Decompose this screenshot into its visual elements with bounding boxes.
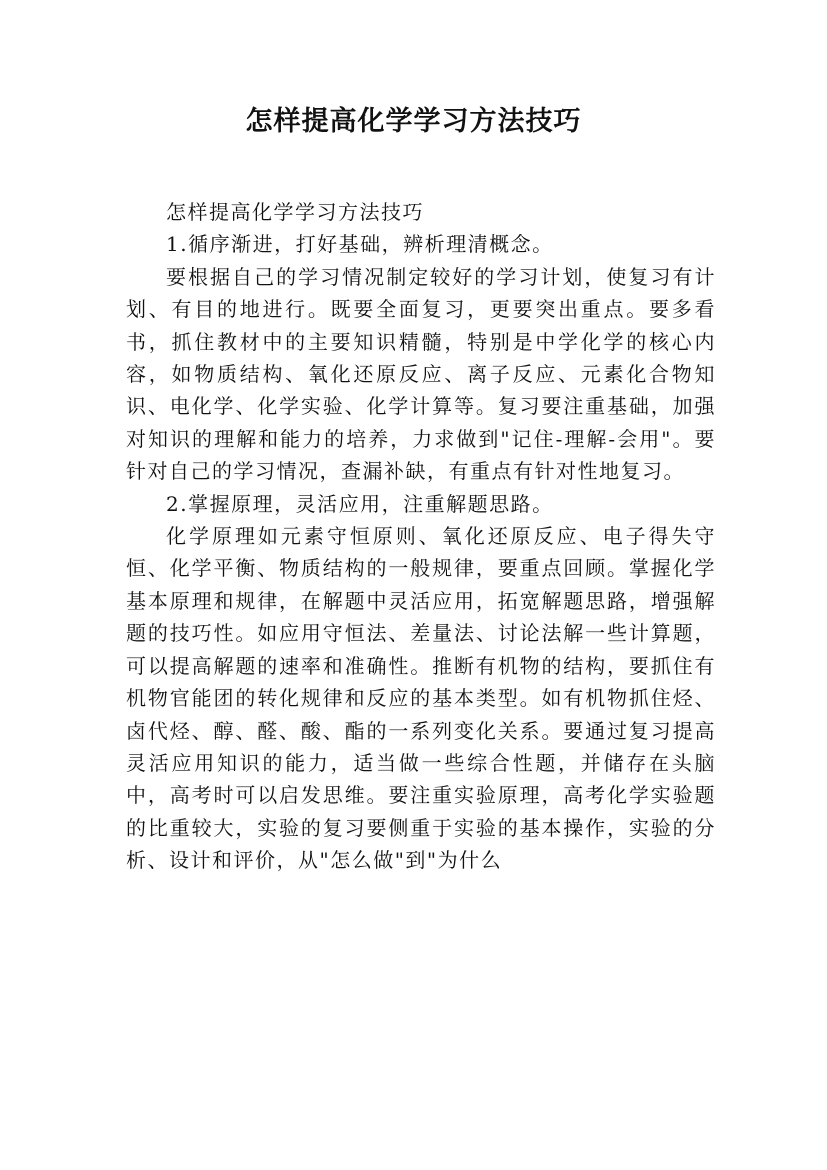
paragraph-body-1: 要根据自己的学习情况制定较好的学习计划，使复习有计划、有目的地进行。既要全面复习，更要突出重点。要多看书，抓住教材中的主要知识精髓，特别是中学化学的核心内容，如物质结构、氧化还原反应、离子反应、元素化合物知识、电化学、化学实验、化学计算等。复习要注重基础，加强对知识的理解和能力的培养，力求做到"记住-理解-会用"。要针对自己的学习情况，查漏补缺，有重点有针对性地复习。 — [126, 264, 716, 484]
paragraph-heading-1: 1.循序渐进，打好基础，辨析理清概念。 — [166, 232, 554, 257]
paragraph-subtitle: 怎样提高化学学习方法技巧 — [166, 200, 424, 224]
paragraph-body-2: 化学原理如元素守恒原则、氧化还原反应、电子得失守恒、化学平衡、物质结构的一般规律，要重点回顾。掌握化学基本原理和规律，在解题中灵活应用，拓宽解题思路，增强解题的技巧性。如应用守恒法、差量法、讨论法解一些计算题，可以提高解题的速率和准确性。推断有机物的结构，要抓住有机物官能团的转化规律和反应的基本类型。如有机物抓住烃、卤代烃、醇、醛、酸、酯的一系列变化关系。要通过复习提高灵活应用知识的能力，适当做一些综合性题，并储存在头脑中，高考时可以启发思维。要注重实验原理，高考化学实验题的比重较大，实验的复习要侧重于实验的基本操作，实验的分析、设计和评价，从"怎么做"到"为什么 — [126, 524, 716, 873]
paragraph-heading-2: 2.掌握原理，灵活应用，注重解题思路。 — [166, 491, 554, 516]
document-body — [126, 196, 716, 877]
document-title: 怎样提高化学学习方法技巧 — [245, 106, 582, 137]
